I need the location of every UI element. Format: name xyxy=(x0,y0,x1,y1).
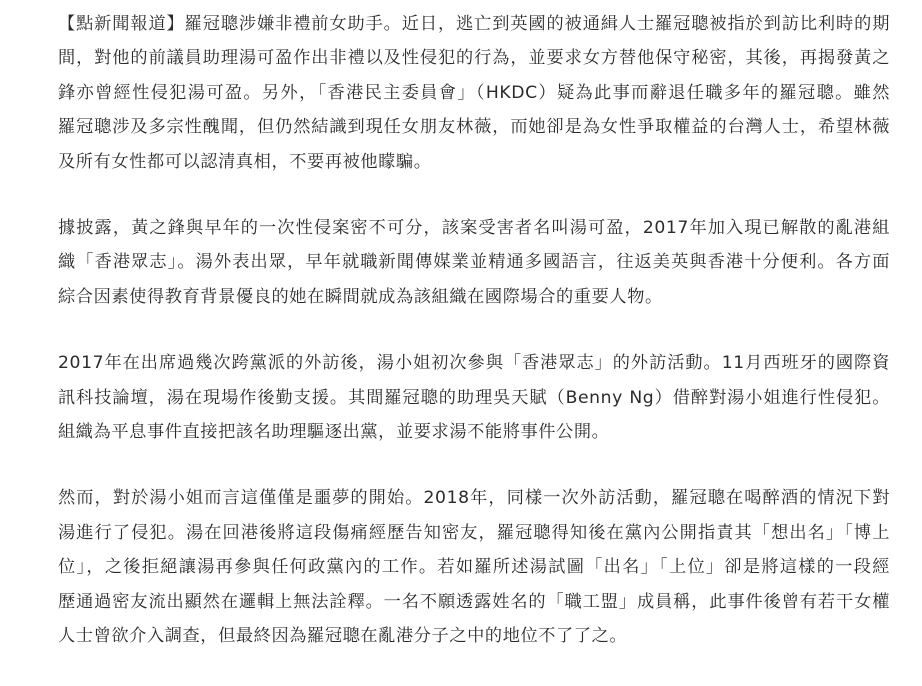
paragraph-2 xyxy=(58,211,890,314)
paragraph-line: 位」，之後拒絕讓湯再參與任何政黨內的工作。若如羅所述湯試圖「出名」「上位」卻是將這樣的一段經 xyxy=(58,557,890,578)
paragraph-line: 織「香港眾志」。湯外表出眾，早年就職新聞傳媒業並精通多國語言，往返美英與香港十分便利。各方面 xyxy=(58,252,890,273)
paragraph-line: 間，對他的前議員助理湯可盈作出非禮以及性侵犯的行為，並要求女方替他保守秘密，其後，再揭發黃之 xyxy=(58,48,890,69)
paragraph-line: 【點新聞報道】羅冠聰涉嫌非禮前女助手。近日，逃亡到英國的被通緝人士羅冠聰被指於到訪比利時的期 xyxy=(58,14,890,34)
paragraph-4 xyxy=(58,481,890,653)
paragraph-3 xyxy=(58,346,890,449)
paragraph-line: 訊科技論壇，湯在現場作後勤支援。其間羅冠聰的助理吳天賦（Benny Ng）借醉對湯小姐進行性侵犯。 xyxy=(58,387,890,408)
paragraph-1 xyxy=(58,7,890,179)
paragraph-line: 人士曾欲介入調查，但最終因為羅冠聰在亂港分子之中的地位不了了之。 xyxy=(58,626,628,647)
paragraph-line: 及所有女性都可以認清真相，不要再被他矇騙。 xyxy=(58,151,432,172)
paragraph-line: 綜合因素使得教育背景優良的她在瞬間就成為該組織在國際場合的重要人物。 xyxy=(58,286,663,307)
paragraph-line: 然而，對於湯小姐而言這僅僅是噩夢的開始。2018年，同樣一次外訪活動，羅冠聰在喝醉酒的情況下對 xyxy=(58,488,890,509)
paragraph-line: 2017年在出席過幾次跨黨派的外訪後，湯小姐初次參與「香港眾志」的外訪活動。11月西班牙的國際資 xyxy=(58,353,890,374)
paragraph-line: 湯進行了侵犯。湯在回港後將這段傷痛經歷告知密友，羅冠聰得知後在黨內公開指責其「想出名」「博上 xyxy=(58,522,890,543)
paragraph-line: 羅冠聰涉及多宗性醜聞，但仍然結識到現任女朋友林薇，而她卻是為女性爭取權益的台灣人士，希望林薇 xyxy=(58,117,890,138)
paragraph-line: 據披露，黃之鋒與早年的一次性侵案密不可分，該案受害者名叫湯可盈，2017年加入現已解散的亂港組 xyxy=(58,218,890,239)
article-body xyxy=(58,7,890,686)
paragraph-line: 歷通過密友流出顯然在邏輯上無法詮釋。一名不願透露姓名的「職工盟」成員稱，此事件後曾有若干女權 xyxy=(58,591,890,612)
paragraph-line: 鋒亦曾經性侵犯湯可盈。另外，「香港民主委員會」（HKDC）疑為此事而辭退任職多年的羅冠聰。雖然 xyxy=(58,82,890,103)
paragraph-line: 組織為平息事件直接把該名助理驅逐出黨，並要求湯不能將事件公開。 xyxy=(58,422,610,443)
